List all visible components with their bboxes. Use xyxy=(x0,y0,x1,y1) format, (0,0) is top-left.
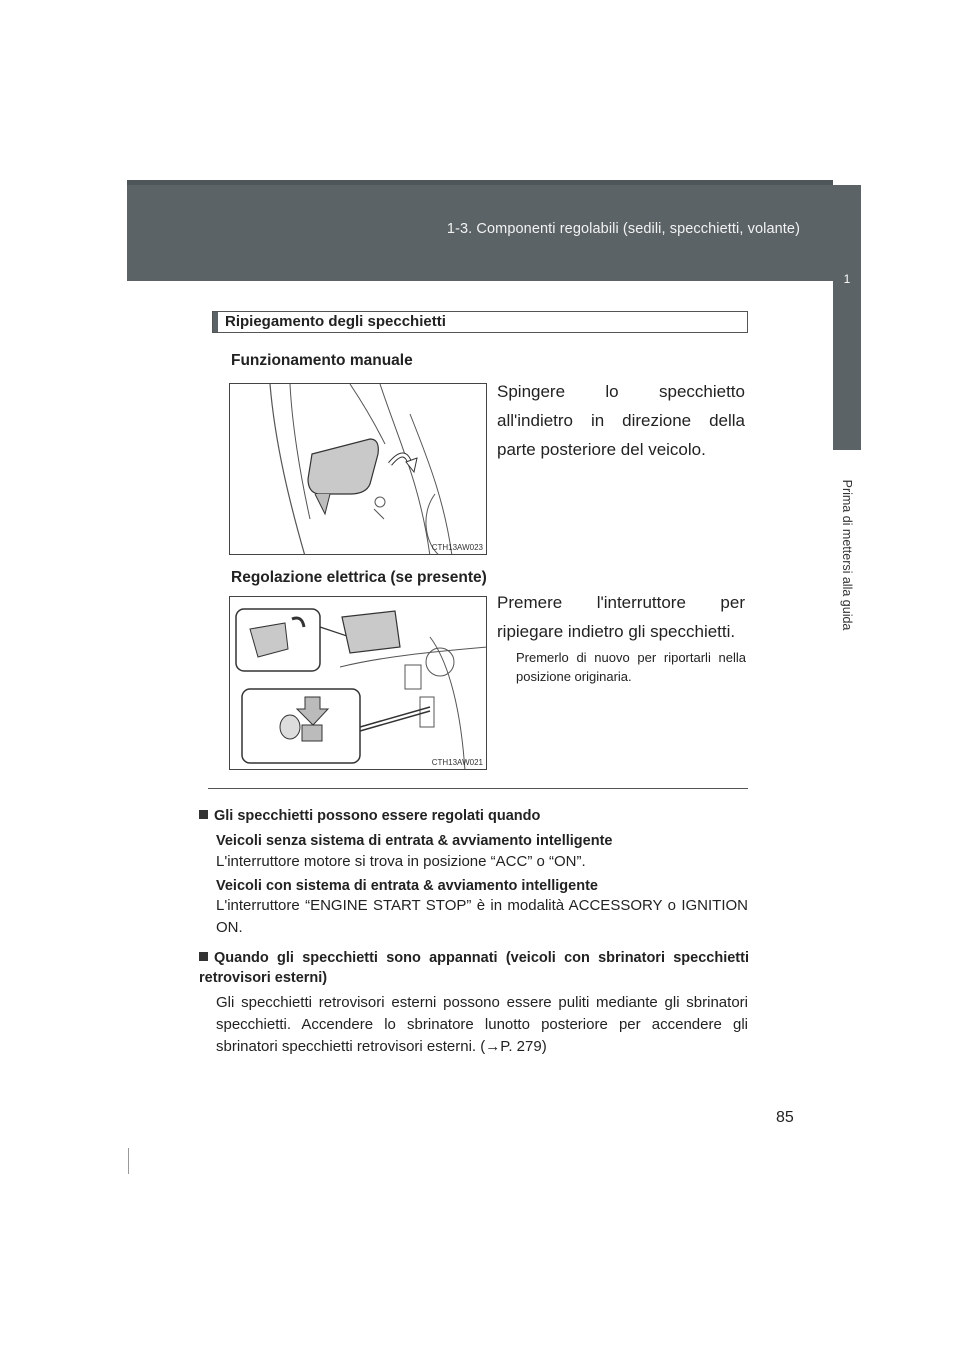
section-heading: Ripiegamento degli specchietti xyxy=(212,311,748,333)
note-text-with-smart-entry: L'interruttore “ENGINE START STOP” è in modalità ACCESSORY o IGNITION ON. xyxy=(216,897,748,936)
note-text-fogged: Gli specchietti retrovisori esterni possono essere puliti mediante gli sbrinatori specchietti. Accendere lo sbrinatore lunotto posteriore per accendere gli sbrinatori specchietti retrovisori esterni. (→P. 279) xyxy=(216,994,748,1055)
figure-code: CTH13AW023 xyxy=(431,543,483,552)
bullet-square-icon xyxy=(199,952,208,961)
bullet-square-icon xyxy=(199,810,208,819)
page-number: 85 xyxy=(776,1109,794,1126)
chapter-label: Prima di mettersi alla guida xyxy=(840,479,854,631)
electric-instruction: Premere l'interruttore per ripiegare indietro gli specchietti. xyxy=(497,593,745,641)
figure-electric-folding xyxy=(229,596,487,770)
electric-note: Premerlo di nuovo per riportarli nella posizione originaria. xyxy=(516,650,746,684)
crop-mark xyxy=(128,1148,129,1174)
note-sub-without-smart-entry: Veicoli senza sistema di entrata & avviamento intelligente xyxy=(216,833,613,849)
figure-code: CTH13AW021 xyxy=(431,758,483,767)
electric-subheading: Regolazione elettrica (se presente) xyxy=(231,569,487,586)
chapter-number: 1 xyxy=(833,250,861,450)
mirror-manual-illustration xyxy=(230,384,487,555)
figure-manual-folding xyxy=(229,383,487,555)
divider xyxy=(208,788,748,789)
note-text-without-smart-entry: L'interruttore motore si trova in posizione “ACC” o “ON”. xyxy=(216,853,586,870)
note-heading-adjust: Gli specchietti possono essere regolati quando xyxy=(199,806,540,826)
manual-subheading: Funzionamento manuale xyxy=(231,352,413,369)
section-title: 1-3. Componenti regolabili (sedili, specchietti, volante) xyxy=(446,221,800,237)
mirror-switch-illustration xyxy=(230,597,487,770)
manual-instruction: Spingere lo specchietto all'indietro in direzione della parte posteriore del veicolo. xyxy=(497,382,745,459)
note-heading-fogged: Quando gli specchietti sono appannati (veicoli con sbrinatori specchietti retrovisori esterni) xyxy=(199,950,749,986)
note-sub-with-smart-entry: Veicoli con sistema di entrata & avviamento intelligente xyxy=(216,878,598,894)
